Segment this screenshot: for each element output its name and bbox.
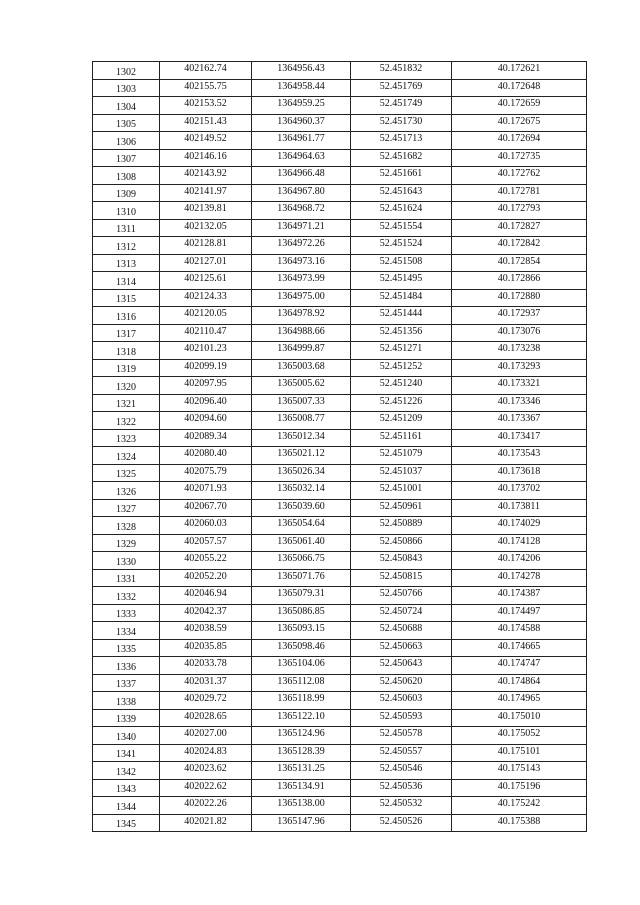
- y-coordinate-cell: 1365093.15: [252, 622, 351, 640]
- table-row: [93, 202, 587, 220]
- latitude-cell: 52.451730: [351, 114, 452, 132]
- point-number-cell: 1342: [93, 762, 160, 780]
- latitude-cell: 52.451769: [351, 79, 452, 97]
- table-row: [93, 412, 587, 430]
- table-row: [93, 744, 587, 762]
- longitude-cell: 40.175196: [452, 779, 587, 797]
- point-number-cell: 1303: [93, 79, 160, 97]
- y-coordinate-cell: 1364956.43: [252, 62, 351, 80]
- x-coordinate-cell: 402022.62: [160, 779, 252, 797]
- latitude-cell: 52.451524: [351, 237, 452, 255]
- table-row: [93, 622, 587, 640]
- y-coordinate-cell: 1365007.33: [252, 394, 351, 412]
- y-coordinate-cell: 1365026.34: [252, 464, 351, 482]
- x-coordinate-cell: 402099.19: [160, 359, 252, 377]
- y-coordinate-cell: 1365122.10: [252, 709, 351, 727]
- table-row: [93, 814, 587, 832]
- point-number-cell: 1338: [93, 692, 160, 710]
- latitude-cell: 52.451226: [351, 394, 452, 412]
- latitude-cell: 52.450961: [351, 499, 452, 517]
- point-number-cell: 1327: [93, 499, 160, 517]
- point-number-cell: 1313: [93, 254, 160, 272]
- longitude-cell: 40.172793: [452, 202, 587, 220]
- table-row: [93, 727, 587, 745]
- table-row: [93, 167, 587, 185]
- point-number-cell: 1325: [93, 464, 160, 482]
- latitude-cell: 52.450889: [351, 517, 452, 535]
- point-number-cell: 1345: [93, 814, 160, 832]
- x-coordinate-cell: 402094.60: [160, 412, 252, 430]
- x-coordinate-cell: 402146.16: [160, 149, 252, 167]
- longitude-cell: 40.172937: [452, 307, 587, 325]
- x-coordinate-cell: 402042.37: [160, 604, 252, 622]
- longitude-cell: 40.175101: [452, 744, 587, 762]
- longitude-cell: 40.175242: [452, 797, 587, 815]
- x-coordinate-cell: 402141.97: [160, 184, 252, 202]
- latitude-cell: 52.451252: [351, 359, 452, 377]
- table-row: [93, 307, 587, 325]
- point-number-cell: 1334: [93, 622, 160, 640]
- latitude-cell: 52.451624: [351, 202, 452, 220]
- x-coordinate-cell: 402155.75: [160, 79, 252, 97]
- latitude-cell: 52.451661: [351, 167, 452, 185]
- point-number-cell: 1309: [93, 184, 160, 202]
- longitude-cell: 40.172880: [452, 289, 587, 307]
- y-coordinate-cell: 1365128.39: [252, 744, 351, 762]
- latitude-cell: 52.450843: [351, 552, 452, 570]
- y-coordinate-cell: 1365079.31: [252, 587, 351, 605]
- longitude-cell: 40.172762: [452, 167, 587, 185]
- y-coordinate-cell: 1364973.99: [252, 272, 351, 290]
- y-coordinate-cell: 1364975.00: [252, 289, 351, 307]
- latitude-cell: 52.450536: [351, 779, 452, 797]
- y-coordinate-cell: 1365071.76: [252, 569, 351, 587]
- point-number-cell: 1336: [93, 657, 160, 675]
- latitude-cell: 52.451484: [351, 289, 452, 307]
- y-coordinate-cell: 1365086.85: [252, 604, 351, 622]
- longitude-cell: 40.175052: [452, 727, 587, 745]
- y-coordinate-cell: 1365005.62: [252, 377, 351, 395]
- x-coordinate-cell: 402028.65: [160, 709, 252, 727]
- point-number-cell: 1333: [93, 604, 160, 622]
- latitude-cell: 52.451161: [351, 429, 452, 447]
- longitude-cell: 40.174747: [452, 657, 587, 675]
- latitude-cell: 52.450643: [351, 657, 452, 675]
- longitude-cell: 40.173321: [452, 377, 587, 395]
- table-row: [93, 464, 587, 482]
- point-number-cell: 1343: [93, 779, 160, 797]
- x-coordinate-cell: 402052.20: [160, 569, 252, 587]
- table-row: [93, 779, 587, 797]
- x-coordinate-cell: 402060.03: [160, 517, 252, 535]
- longitude-cell: 40.173293: [452, 359, 587, 377]
- x-coordinate-cell: 402125.61: [160, 272, 252, 290]
- y-coordinate-cell: 1364967.80: [252, 184, 351, 202]
- x-coordinate-cell: 402151.43: [160, 114, 252, 132]
- point-number-cell: 1316: [93, 307, 160, 325]
- latitude-cell: 52.450593: [351, 709, 452, 727]
- longitude-cell: 40.172648: [452, 79, 587, 97]
- point-number-cell: 1321: [93, 394, 160, 412]
- y-coordinate-cell: 1364960.37: [252, 114, 351, 132]
- point-number-cell: 1308: [93, 167, 160, 185]
- x-coordinate-cell: 402080.40: [160, 447, 252, 465]
- longitude-cell: 40.174128: [452, 534, 587, 552]
- y-coordinate-cell: 1364959.25: [252, 97, 351, 115]
- latitude-cell: 52.451682: [351, 149, 452, 167]
- longitude-cell: 40.174497: [452, 604, 587, 622]
- latitude-cell: 52.451240: [351, 377, 452, 395]
- longitude-cell: 40.174588: [452, 622, 587, 640]
- y-coordinate-cell: 1365003.68: [252, 359, 351, 377]
- y-coordinate-cell: 1365104.06: [252, 657, 351, 675]
- table-row: [93, 254, 587, 272]
- point-number-cell: 1335: [93, 639, 160, 657]
- point-number-cell: 1328: [93, 517, 160, 535]
- y-coordinate-cell: 1365039.60: [252, 499, 351, 517]
- y-coordinate-cell: 1365054.64: [252, 517, 351, 535]
- table-row: [93, 359, 587, 377]
- latitude-cell: 52.450815: [351, 569, 452, 587]
- longitude-cell: 40.172659: [452, 97, 587, 115]
- table-row: [93, 657, 587, 675]
- y-coordinate-cell: 1364958.44: [252, 79, 351, 97]
- table-row: [93, 272, 587, 290]
- longitude-cell: 40.173417: [452, 429, 587, 447]
- longitude-cell: 40.172675: [452, 114, 587, 132]
- latitude-cell: 52.451079: [351, 447, 452, 465]
- longitude-cell: 40.172854: [452, 254, 587, 272]
- x-coordinate-cell: 402139.81: [160, 202, 252, 220]
- latitude-cell: 52.451209: [351, 412, 452, 430]
- x-coordinate-cell: 402038.59: [160, 622, 252, 640]
- point-number-cell: 1341: [93, 744, 160, 762]
- latitude-cell: 52.450866: [351, 534, 452, 552]
- point-number-cell: 1305: [93, 114, 160, 132]
- x-coordinate-cell: 402035.85: [160, 639, 252, 657]
- x-coordinate-cell: 402021.82: [160, 814, 252, 832]
- x-coordinate-cell: 402128.81: [160, 237, 252, 255]
- latitude-cell: 52.451749: [351, 97, 452, 115]
- longitude-cell: 40.173811: [452, 499, 587, 517]
- latitude-cell: 52.450724: [351, 604, 452, 622]
- x-coordinate-cell: 402022.26: [160, 797, 252, 815]
- x-coordinate-cell: 402143.92: [160, 167, 252, 185]
- point-number-cell: 1331: [93, 569, 160, 587]
- point-number-cell: 1323: [93, 429, 160, 447]
- y-coordinate-cell: 1365008.77: [252, 412, 351, 430]
- x-coordinate-cell: 402029.72: [160, 692, 252, 710]
- x-coordinate-cell: 402149.52: [160, 132, 252, 150]
- table-row: [93, 709, 587, 727]
- latitude-cell: 52.450532: [351, 797, 452, 815]
- longitude-cell: 40.173238: [452, 342, 587, 360]
- longitude-cell: 40.173702: [452, 482, 587, 500]
- y-coordinate-cell: 1365134.91: [252, 779, 351, 797]
- table-row: [93, 79, 587, 97]
- point-number-cell: 1340: [93, 727, 160, 745]
- point-number-cell: 1322: [93, 412, 160, 430]
- latitude-cell: 52.450557: [351, 744, 452, 762]
- longitude-cell: 40.173543: [452, 447, 587, 465]
- point-number-cell: 1307: [93, 149, 160, 167]
- latitude-cell: 52.450663: [351, 639, 452, 657]
- longitude-cell: 40.173076: [452, 324, 587, 342]
- longitude-cell: 40.172781: [452, 184, 587, 202]
- point-number-cell: 1329: [93, 534, 160, 552]
- table-row: [93, 149, 587, 167]
- latitude-cell: 52.451356: [351, 324, 452, 342]
- y-coordinate-cell: 1364973.16: [252, 254, 351, 272]
- latitude-cell: 52.450766: [351, 587, 452, 605]
- y-coordinate-cell: 1365112.08: [252, 674, 351, 692]
- table-row: [93, 552, 587, 570]
- y-coordinate-cell: 1364988.66: [252, 324, 351, 342]
- table-row: [93, 517, 587, 535]
- point-number-cell: 1302: [93, 62, 160, 80]
- y-coordinate-cell: 1365066.75: [252, 552, 351, 570]
- x-coordinate-cell: 402120.05: [160, 307, 252, 325]
- table-row: [93, 342, 587, 360]
- table-row: [93, 762, 587, 780]
- longitude-cell: 40.173346: [452, 394, 587, 412]
- table-row: [93, 639, 587, 657]
- y-coordinate-cell: 1365021.12: [252, 447, 351, 465]
- latitude-cell: 52.451508: [351, 254, 452, 272]
- table-row: [93, 569, 587, 587]
- x-coordinate-cell: 402089.34: [160, 429, 252, 447]
- longitude-cell: 40.175388: [452, 814, 587, 832]
- longitude-cell: 40.174278: [452, 569, 587, 587]
- x-coordinate-cell: 402067.70: [160, 499, 252, 517]
- y-coordinate-cell: 1365061.40: [252, 534, 351, 552]
- latitude-cell: 52.450603: [351, 692, 452, 710]
- x-coordinate-cell: 402027.00: [160, 727, 252, 745]
- x-coordinate-cell: 402057.57: [160, 534, 252, 552]
- latitude-cell: 52.451001: [351, 482, 452, 500]
- point-number-cell: 1314: [93, 272, 160, 290]
- x-coordinate-cell: 402071.93: [160, 482, 252, 500]
- point-number-cell: 1312: [93, 237, 160, 255]
- table-row: [93, 219, 587, 237]
- table-row: [93, 534, 587, 552]
- point-number-cell: 1310: [93, 202, 160, 220]
- table-row: [93, 797, 587, 815]
- point-number-cell: 1306: [93, 132, 160, 150]
- x-coordinate-cell: 402110.47: [160, 324, 252, 342]
- longitude-cell: 40.173367: [452, 412, 587, 430]
- point-number-cell: 1339: [93, 709, 160, 727]
- table-row: [93, 692, 587, 710]
- point-number-cell: 1317: [93, 324, 160, 342]
- y-coordinate-cell: 1365098.46: [252, 639, 351, 657]
- latitude-cell: 52.450620: [351, 674, 452, 692]
- x-coordinate-cell: 402124.33: [160, 289, 252, 307]
- x-coordinate-cell: 402097.95: [160, 377, 252, 395]
- longitude-cell: 40.174965: [452, 692, 587, 710]
- table-row: [93, 377, 587, 395]
- x-coordinate-cell: 402075.79: [160, 464, 252, 482]
- point-number-cell: 1319: [93, 359, 160, 377]
- latitude-cell: 52.451037: [351, 464, 452, 482]
- x-coordinate-cell: 402046.94: [160, 587, 252, 605]
- y-coordinate-cell: 1364966.48: [252, 167, 351, 185]
- x-coordinate-cell: 402153.52: [160, 97, 252, 115]
- x-coordinate-cell: 402101.23: [160, 342, 252, 360]
- table-row: [93, 184, 587, 202]
- point-number-cell: 1318: [93, 342, 160, 360]
- table-row: [93, 289, 587, 307]
- y-coordinate-cell: 1364999.87: [252, 342, 351, 360]
- point-number-cell: 1304: [93, 97, 160, 115]
- longitude-cell: 40.172827: [452, 219, 587, 237]
- longitude-cell: 40.174665: [452, 639, 587, 657]
- longitude-cell: 40.174387: [452, 587, 587, 605]
- longitude-cell: 40.174029: [452, 517, 587, 535]
- x-coordinate-cell: 402055.22: [160, 552, 252, 570]
- point-number-cell: 1326: [93, 482, 160, 500]
- point-number-cell: 1324: [93, 447, 160, 465]
- table-row: [93, 324, 587, 342]
- table-row: [93, 674, 587, 692]
- y-coordinate-cell: 1364972.26: [252, 237, 351, 255]
- latitude-cell: 52.450526: [351, 814, 452, 832]
- point-number-cell: 1311: [93, 219, 160, 237]
- longitude-cell: 40.174864: [452, 674, 587, 692]
- longitude-cell: 40.174206: [452, 552, 587, 570]
- coordinates-table: [92, 61, 587, 832]
- y-coordinate-cell: 1365118.99: [252, 692, 351, 710]
- table-row: [93, 447, 587, 465]
- y-coordinate-cell: 1365147.96: [252, 814, 351, 832]
- table-row: [93, 97, 587, 115]
- y-coordinate-cell: 1365012.34: [252, 429, 351, 447]
- latitude-cell: 52.451643: [351, 184, 452, 202]
- latitude-cell: 52.451832: [351, 62, 452, 80]
- y-coordinate-cell: 1364961.77: [252, 132, 351, 150]
- x-coordinate-cell: 402023.62: [160, 762, 252, 780]
- y-coordinate-cell: 1364968.72: [252, 202, 351, 220]
- longitude-cell: 40.172735: [452, 149, 587, 167]
- table-row: [93, 62, 587, 80]
- latitude-cell: 52.450546: [351, 762, 452, 780]
- longitude-cell: 40.172621: [452, 62, 587, 80]
- latitude-cell: 52.451554: [351, 219, 452, 237]
- x-coordinate-cell: 402096.40: [160, 394, 252, 412]
- latitude-cell: 52.451495: [351, 272, 452, 290]
- table-row: [93, 237, 587, 255]
- table-row: [93, 499, 587, 517]
- x-coordinate-cell: 402132.05: [160, 219, 252, 237]
- y-coordinate-cell: 1364978.92: [252, 307, 351, 325]
- longitude-cell: 40.172694: [452, 132, 587, 150]
- y-coordinate-cell: 1365131.25: [252, 762, 351, 780]
- latitude-cell: 52.450578: [351, 727, 452, 745]
- coordinates-table-body: [93, 62, 587, 832]
- table-row: [93, 394, 587, 412]
- longitude-cell: 40.172842: [452, 237, 587, 255]
- point-number-cell: 1315: [93, 289, 160, 307]
- longitude-cell: 40.175010: [452, 709, 587, 727]
- x-coordinate-cell: 402127.01: [160, 254, 252, 272]
- longitude-cell: 40.175143: [452, 762, 587, 780]
- point-number-cell: 1332: [93, 587, 160, 605]
- longitude-cell: 40.173618: [452, 464, 587, 482]
- x-coordinate-cell: 402162.74: [160, 62, 252, 80]
- point-number-cell: 1320: [93, 377, 160, 395]
- latitude-cell: 52.451713: [351, 132, 452, 150]
- y-coordinate-cell: 1365138.00: [252, 797, 351, 815]
- longitude-cell: 40.172866: [452, 272, 587, 290]
- latitude-cell: 52.450688: [351, 622, 452, 640]
- point-number-cell: 1337: [93, 674, 160, 692]
- table-row: [93, 114, 587, 132]
- x-coordinate-cell: 402031.37: [160, 674, 252, 692]
- x-coordinate-cell: 402024.83: [160, 744, 252, 762]
- point-number-cell: 1330: [93, 552, 160, 570]
- table-row: [93, 604, 587, 622]
- latitude-cell: 52.451271: [351, 342, 452, 360]
- y-coordinate-cell: 1365032.14: [252, 482, 351, 500]
- point-number-cell: 1344: [93, 797, 160, 815]
- y-coordinate-cell: 1364964.63: [252, 149, 351, 167]
- x-coordinate-cell: 402033.78: [160, 657, 252, 675]
- latitude-cell: 52.451444: [351, 307, 452, 325]
- y-coordinate-cell: 1364971.21: [252, 219, 351, 237]
- table-row: [93, 429, 587, 447]
- y-coordinate-cell: 1365124.96: [252, 727, 351, 745]
- table-row: [93, 587, 587, 605]
- table-row: [93, 132, 587, 150]
- table-row: [93, 482, 587, 500]
